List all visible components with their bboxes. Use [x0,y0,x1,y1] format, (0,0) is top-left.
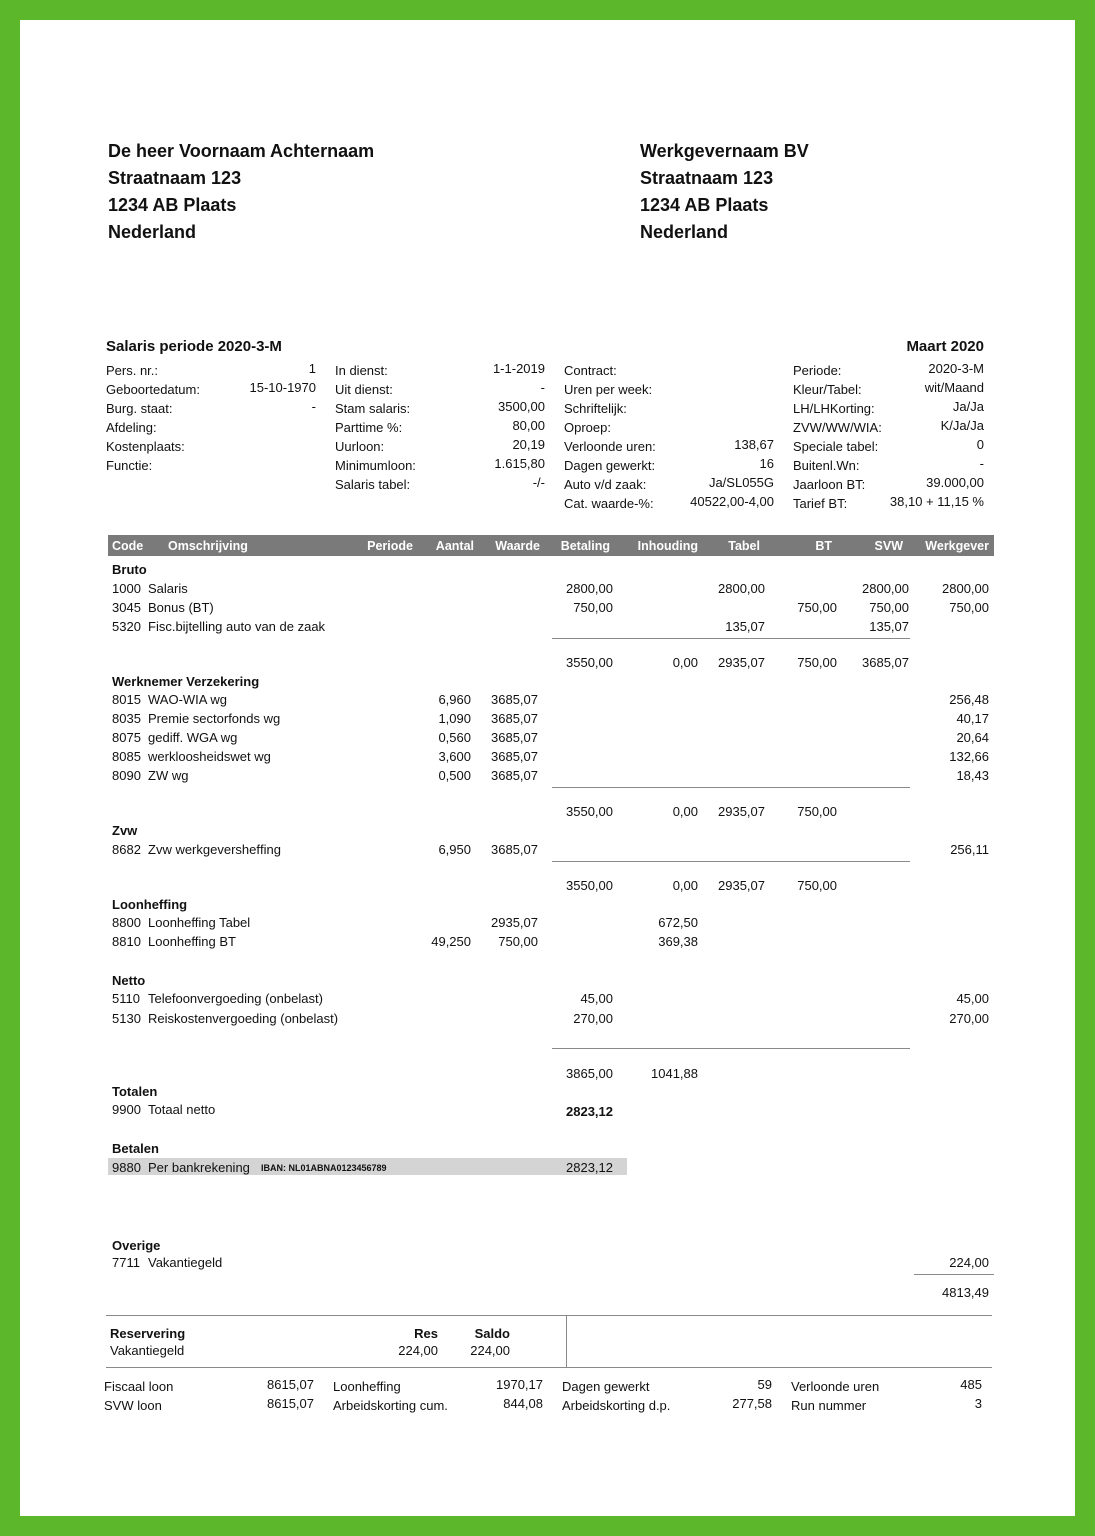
row-code: 8035 [112,711,141,726]
row-description: Bonus (BT) [148,600,214,615]
cell-value: 750,00 [949,600,989,615]
cell-value: 6,950 [438,842,471,857]
column-header: Werkgever [925,539,989,553]
info-label: Verloonde uren: [564,439,656,454]
column-header: SVW [874,539,903,553]
info-value: 20,19 [512,437,545,452]
cell-value: 3685,07 [491,692,538,707]
subtotal-value: 750,00 [797,655,837,670]
info-label: Periode: [793,363,842,378]
section-title: Zvw [112,823,138,838]
cell-value: 270,00 [573,1011,613,1026]
subtotal-value: 2935,07 [718,878,765,893]
info-label: ZVW/WW/WIA: [793,420,882,435]
payment-value: 2823,12 [566,1160,613,1175]
row-code: 8090 [112,768,141,783]
cell-value: 45,00 [580,991,613,1006]
row-description: Reiskostenvergoeding (onbelast) [148,1011,339,1026]
employer-address [640,138,809,246]
info-label: Kleur/Tabel: [793,382,862,397]
info-value: Ja/SL055G [708,475,774,490]
row-code: 3045 [112,600,141,615]
info-value: 0 [976,437,984,452]
row-description: Loonheffing BT [148,934,236,949]
info-label: Uit dienst: [335,382,393,397]
payslip-page [20,20,1075,1516]
info-label: Buitenl.Wn: [793,458,860,473]
footer-value: 3 [974,1396,982,1411]
footer-value: 844,08 [503,1396,543,1411]
iban-value: IBAN: NL01ABNA0123456789 [261,1163,387,1173]
cell-value: 3685,07 [491,749,538,764]
cell-value: 750,00 [797,600,837,615]
subtotal-value: 3550,00 [566,878,613,893]
info-value: 1.615,80 [494,456,545,471]
info-value: K/Ja/Ja [940,418,984,433]
info-label: Functie: [106,458,153,473]
info-label: Uren per week: [564,382,653,397]
subtotal-value: 3550,00 [566,655,613,670]
row-code: 8015 [112,692,141,707]
divider [552,861,910,862]
footer-label: SVW loon [104,1398,162,1413]
divider [566,1315,567,1367]
subtotal-value: 2935,07 [718,655,765,670]
row-description: Loonheffing Tabel [148,915,251,930]
row-code: 5110 [112,991,140,1006]
subtotal-value: 750,00 [797,804,837,819]
row-description: Totaal netto [148,1102,216,1117]
info-value: wit/Maand [924,380,984,395]
subtotal-value: 0,00 [672,878,698,893]
cell-value: 750,00 [869,600,909,615]
info-value: 38,10 + 11,15 % [889,494,984,509]
footer-label: Fiscaal loon [104,1379,174,1394]
employee-country: Nederland [108,222,197,242]
reservering-item: Vakantiegeld [110,1343,185,1358]
employee-name: De heer Voornaam Achternaam [108,141,375,161]
cell-value: 135,07 [869,619,909,634]
column-header: Code [112,539,144,553]
row-code: 8075 [112,730,141,745]
footer-value: 277,58 [732,1396,772,1411]
cell-value: 132,66 [949,749,989,764]
res-header: Res [414,1326,438,1341]
cell-value: 3685,07 [491,842,538,857]
cell-value: 2800,00 [718,581,765,596]
cell-value: 3,600 [438,749,471,764]
employee-street: Straatnaam 123 [108,168,242,188]
info-label: Geboortedatum: [106,382,200,397]
info-label: Speciale tabel: [793,439,879,454]
reservering-saldo: 224,00 [470,1343,510,1358]
info-label: Auto v/d zaak: [564,477,647,492]
info-label: Afdeling: [106,420,157,435]
row-code: 9900 [112,1102,141,1117]
footer-value: 8615,07 [267,1396,314,1411]
info-value: 1-1-2019 [492,361,545,376]
cell-value: 2800,00 [862,581,909,596]
info-label: Minimumloon: [335,458,416,473]
employer-city: 1234 AB Plaats [640,195,769,215]
employer-name: Werkgevernaam BV [640,141,809,161]
column-header: Aantal [435,539,474,553]
row-description: WAO-WIA wg [148,692,227,707]
info-value: Ja/Ja [952,399,984,414]
subtotal-value: 750,00 [797,878,837,893]
info-label: Salaris tabel: [335,477,411,492]
reservering-res: 224,00 [398,1343,438,1358]
row-code: 9880 [112,1160,141,1175]
row-code: 8810 [112,934,141,949]
cell-value: 2800,00 [566,581,613,596]
column-header: Betaling [560,539,610,553]
cell-value: 270,00 [949,1011,989,1026]
section-title: Loonheffing [112,897,188,912]
info-value: 2020-3-M [928,361,984,376]
cell-value: 18,43 [956,768,989,783]
subtotal-value: 1041,88 [651,1066,698,1081]
section-title: Betalen [112,1141,159,1156]
subtotal-value: 3865,00 [566,1066,613,1081]
cell-value: 3685,07 [491,768,538,783]
row-description: Premie sectorfonds wg [148,711,281,726]
cell-value: 49,250 [431,934,471,949]
salary-month: Maart 2020 [906,338,984,355]
info-label: Oproep: [564,420,611,435]
row-description: ZW wg [148,768,189,783]
divider [106,1367,992,1368]
row-description: Fisc.bijtelling auto van de zaak [148,619,326,634]
info-label: Kostenplaats: [106,439,185,454]
row-description: Salaris [148,581,188,596]
row-code: 8800 [112,915,141,930]
cell-value: 750,00 [573,600,613,615]
employer-country: Nederland [640,222,729,242]
footer-value: 485 [960,1377,982,1392]
divider [914,1274,994,1275]
info-label: Jaarloon BT: [793,477,866,492]
column-header: Tabel [728,539,760,553]
info-label: Stam salaris: [335,401,411,416]
footer-label: Run nummer [791,1398,867,1413]
info-label: LH/LHKorting: [793,401,875,416]
row-description: Per bankrekening [148,1160,250,1175]
column-header: Inhouding [637,539,698,553]
divider [552,787,910,788]
subtotal-value: 3550,00 [566,804,613,819]
subtotal-value: 3685,07 [862,655,909,670]
row-description: gediff. WGA wg [148,730,238,745]
cell-value: 672,50 [658,915,698,930]
divider [552,638,910,639]
cell-value: 256,11 [950,842,989,857]
column-header: Periode [367,539,413,553]
info-label: Dagen gewerkt: [564,458,656,473]
footer-label: Arbeidskorting cum. [333,1398,448,1413]
info-label: Parttime %: [335,420,403,435]
cell-value: 135,07 [725,619,765,634]
salary-period-title: Salaris periode 2020-3-M [106,338,282,355]
cell-value: 2935,07 [491,915,538,930]
overige-value: 224,00 [949,1255,989,1270]
info-value: - [540,380,545,395]
row-code: 5320 [112,619,141,634]
subtotal-value: 2935,07 [718,804,765,819]
employee-address [108,138,374,246]
cell-value: 256,48 [949,692,989,707]
cell-value: 3685,07 [491,730,538,745]
footer-value: 8615,07 [267,1377,314,1392]
cell-value: 2800,00 [942,581,989,596]
info-label: In dienst: [335,363,388,378]
info-value: 16 [759,456,774,471]
footer-label: Dagen gewerkt [562,1379,650,1394]
info-value: 3500,00 [498,399,545,414]
row-description: Vakantiegeld [148,1255,223,1270]
footer-value: 59 [757,1377,772,1392]
info-label: Contract: [564,363,617,378]
saldo-header: Saldo [474,1326,510,1341]
cell-value: 3685,07 [491,711,538,726]
row-description: werkloosheidswet wg [148,749,271,764]
column-header: Omschrijving [168,539,248,553]
section-title: Totalen [112,1084,158,1099]
info-value: - [311,399,316,414]
reservering-title: Reservering [110,1326,186,1341]
footer-value: 1970,17 [496,1377,543,1392]
footer-label: Verloonde uren [791,1379,880,1394]
info-value: 1 [308,361,316,376]
row-code: 1000 [112,581,141,596]
cell-value: 20,64 [956,730,989,745]
employer-street: Straatnaam 123 [640,168,774,188]
info-label: Uurloon: [335,439,385,454]
section-title: Netto [112,973,146,988]
cell-value: 0,500 [438,768,471,783]
row-code: 7711 [112,1255,140,1270]
footer-label: Arbeidskorting d.p. [562,1398,671,1413]
info-value: - [979,456,984,471]
info-value: 39.000,00 [926,475,984,490]
cell-value: 1,090 [438,711,471,726]
info-label: Cat. waarde-%: [564,496,654,511]
column-header: Waarde [495,539,540,553]
info-value: 15-10-1970 [249,380,316,395]
info-label: Pers. nr.: [106,363,159,378]
row-description: Zvw werkgevershefﬁng [148,842,281,857]
overige-total: 4813,49 [942,1285,989,1300]
info-label: Tarief BT: [793,496,848,511]
column-header: BT [815,539,832,553]
info-value: 138,67 [734,437,774,452]
info-label: Burg. staat: [106,401,173,416]
section-title: Overige [112,1238,161,1253]
info-value: 80,00 [512,418,545,433]
info-value: 40522,00-4,00 [690,494,774,509]
employee-city: 1234 AB Plaats [108,195,237,215]
cell-value: 6,960 [438,692,471,707]
section-title: Bruto [112,562,147,577]
cell-value: 0,560 [438,730,471,745]
info-label: Schriftelijk: [564,401,627,416]
cell-value: 369,38 [658,934,698,949]
row-code: 5130 [112,1011,141,1026]
info-value: -/- [532,475,545,490]
cell-value: 750,00 [498,934,538,949]
row-code: 8682 [112,842,141,857]
cell-value: 45,00 [956,991,989,1006]
row-code: 8085 [112,749,141,764]
total-net-value: 2823,12 [566,1104,613,1119]
cell-value: 40,17 [956,711,989,726]
footer-label: Loonheffing [333,1379,401,1394]
subtotal-value: 0,00 [672,804,698,819]
subtotal-value: 0,00 [672,655,698,670]
section-title: Werknemer Verzekering [112,674,260,689]
divider [106,1315,992,1316]
row-description: Telefoonvergoeding (onbelast) [148,991,323,1006]
divider [552,1048,910,1049]
